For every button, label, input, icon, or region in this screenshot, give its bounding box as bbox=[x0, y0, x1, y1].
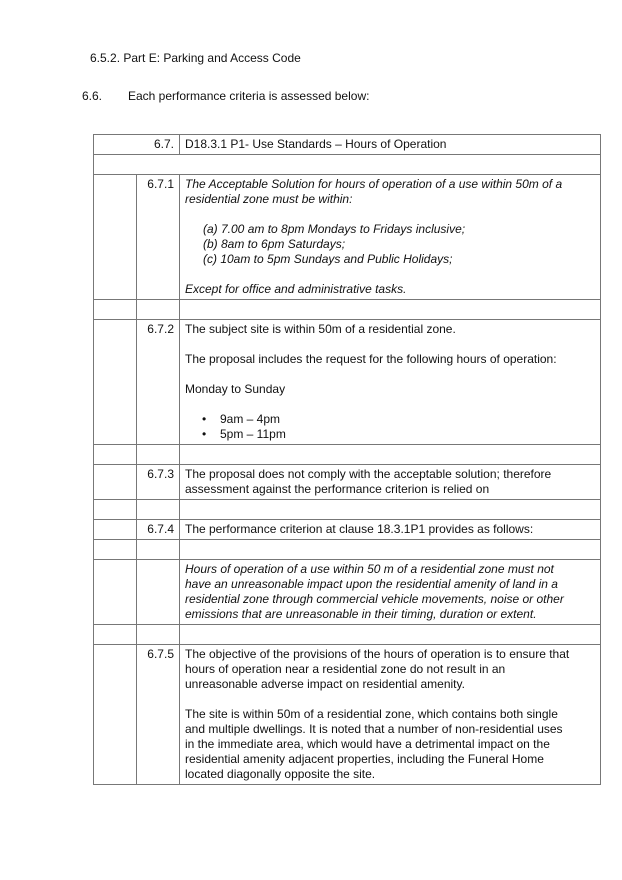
list-item: • 5pm – 11pm bbox=[220, 427, 595, 442]
list-item: (b) 8am to 6pm Saturdays; bbox=[203, 237, 346, 251]
table-row bbox=[94, 560, 601, 625]
text-line: in the immediate area, which would have a detrimental impact on the bbox=[185, 737, 550, 751]
hours-list bbox=[185, 412, 595, 442]
text-line: assessment against the performance criterion is relied on bbox=[185, 482, 490, 496]
text-line: hours of operation near a residential zone do not result in an bbox=[185, 662, 506, 676]
text-line: The subject site is within 50m of a residential zone. bbox=[185, 322, 456, 336]
header-title-cell bbox=[180, 135, 601, 155]
table-header-row bbox=[94, 135, 601, 155]
site-details-cell bbox=[180, 320, 601, 445]
text-line: Monday to Sunday bbox=[185, 382, 286, 396]
text-line: The Acceptable Solution for hours of operation of a use within 50m of a bbox=[185, 177, 563, 191]
text-line: and multiple dwellings. It is noted that a number of non-residential uses bbox=[185, 722, 563, 736]
text-line: have an unreasonable impact upon the residential amenity of land in a bbox=[185, 577, 558, 591]
text-line: The performance criterion at clause 18.3.1P1 provides as follows: bbox=[185, 522, 534, 536]
text-line: The site is within 50m of a residential zone, which contains both single bbox=[185, 707, 558, 721]
list-item: • 9am – 4pm bbox=[220, 412, 595, 427]
text-line: residential amenity adjacent properties, including the Funeral Home bbox=[185, 752, 544, 766]
text-line: unreasonable adverse impact on residential amenity. bbox=[185, 677, 465, 691]
quoted-criterion-cell bbox=[180, 560, 601, 625]
spacer-row bbox=[94, 625, 601, 645]
text-line: Hours of operation of a use within 50 m of a residential zone must not bbox=[185, 562, 554, 576]
acceptable-solution-cell bbox=[180, 175, 601, 300]
spacer-row bbox=[94, 445, 601, 465]
text-line: residential zone through commercial vehicle movements, noise or other bbox=[185, 592, 564, 606]
spacer-row bbox=[94, 540, 601, 560]
spacer-row bbox=[94, 300, 601, 320]
section-heading: 6.5.2. Part E: Parking and Access Code bbox=[90, 51, 301, 65]
text-line: The objective of the provisions of the hours of operation is to ensure that bbox=[185, 647, 570, 661]
header-number-cell bbox=[94, 135, 180, 155]
assessment-table bbox=[93, 134, 601, 785]
text-line: The proposal includes the request for the following hours of operation: bbox=[185, 352, 557, 366]
table-row bbox=[94, 320, 601, 445]
row-number: 6.7.1 bbox=[137, 175, 180, 300]
header-number: 6.7. bbox=[153, 137, 174, 151]
spacer-row bbox=[94, 155, 601, 175]
text-line: emissions that are unreasonable in their timing, duration or extent. bbox=[185, 607, 537, 621]
spacer-row bbox=[94, 500, 601, 520]
table-row bbox=[94, 520, 601, 540]
list-item: (c) 10am to 5pm Sundays and Public Holidays; bbox=[203, 252, 453, 266]
objective-cell bbox=[180, 645, 601, 785]
row-number: 6.7.5 bbox=[137, 645, 180, 785]
criteria-number: 6.6. bbox=[82, 89, 103, 103]
text-line: Except for office and administrative tasks. bbox=[185, 282, 407, 296]
header-title: D18.3.1 P1- Use Standards – Hours of Operation bbox=[185, 137, 447, 151]
row-number: 6.7.2 bbox=[137, 320, 180, 445]
text-line: residential zone must be within: bbox=[185, 192, 353, 206]
table-row bbox=[94, 465, 601, 500]
text-line: located diagonally opposite the site. bbox=[185, 767, 376, 781]
table-row bbox=[94, 645, 601, 785]
list-item: (a) 7.00 am to 8pm Mondays to Fridays inclusive; bbox=[203, 222, 466, 236]
criteria-heading: Each performance criteria is assessed below: bbox=[128, 89, 370, 103]
row-number: 6.7.4 bbox=[137, 520, 180, 540]
compliance-cell bbox=[180, 465, 601, 500]
criterion-cell bbox=[180, 520, 601, 540]
row-number: 6.7.3 bbox=[137, 465, 180, 500]
text-line: The proposal does not comply with the acceptable solution; therefore bbox=[185, 467, 552, 481]
table-row bbox=[94, 175, 601, 300]
